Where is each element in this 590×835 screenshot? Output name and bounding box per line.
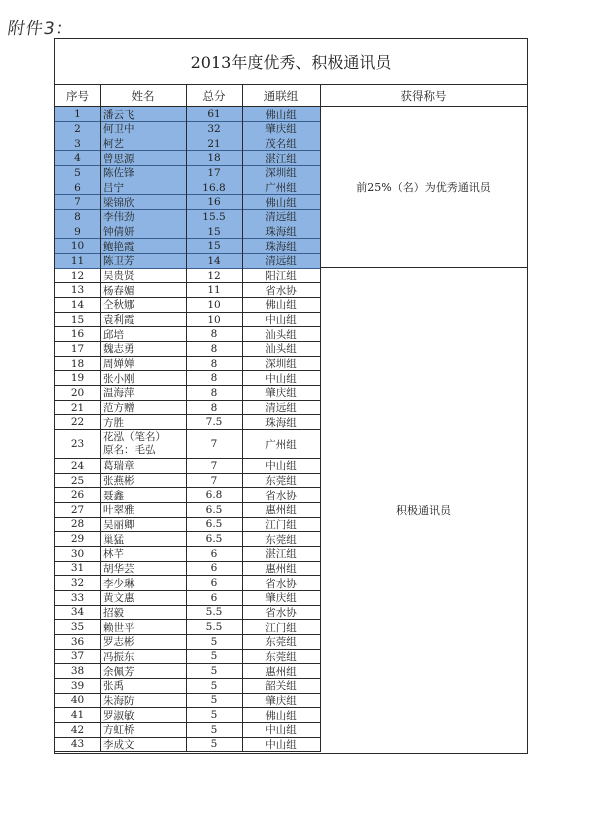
name-line: 原名：毛弘 xyxy=(103,444,156,457)
cell-score: 10 xyxy=(207,298,221,311)
cell-group: 深圳组 xyxy=(265,358,297,371)
cell-no: 41 xyxy=(70,709,85,722)
cell-score: 16 xyxy=(186,195,242,210)
cell-name: 李成文 xyxy=(103,738,135,751)
header-no: 序号 xyxy=(55,85,100,107)
cell-group: 肇庆组 xyxy=(242,122,320,137)
cell-name: 柯艺 xyxy=(100,136,186,151)
cell-group: 中山组 xyxy=(265,314,297,327)
cell-group: 清远组 xyxy=(242,210,320,225)
cell-score: 6 xyxy=(210,591,218,604)
header-honor: 获得称号 xyxy=(320,85,527,107)
cell-no: 39 xyxy=(70,679,85,692)
cell-name: 罗淑敏 xyxy=(103,709,135,722)
cell-no: 4 xyxy=(55,151,100,166)
cell-group: 江门组 xyxy=(265,621,297,634)
cell-name: 温海萍 xyxy=(103,387,135,400)
cell-score: 8 xyxy=(210,357,218,370)
cell-name: 赖世平 xyxy=(103,621,135,634)
cell-name: 曾思源 xyxy=(100,151,186,166)
cell-group: 省水协 xyxy=(265,284,297,297)
cell-no: 22 xyxy=(70,416,85,429)
cell-group: 省水协 xyxy=(265,606,297,619)
cell-group: 肇庆组 xyxy=(265,694,297,707)
cell-name: 何卫中 xyxy=(100,122,186,137)
cell-score: 5 xyxy=(210,679,218,692)
cell-score: 7.5 xyxy=(205,416,223,429)
cell-group: 清远组 xyxy=(242,254,320,269)
cell-name: 胡华芸 xyxy=(103,562,135,575)
cell-no: 8 xyxy=(55,210,100,225)
cell-group: 汕头组 xyxy=(265,343,297,356)
cell-no: 27 xyxy=(70,503,85,516)
cell-name: 魏志勇 xyxy=(103,343,135,356)
cell-name: 李伟劲 xyxy=(100,210,186,225)
cell-group: 广州组 xyxy=(242,180,320,195)
cell-group: 东莞组 xyxy=(265,475,297,487)
cell-group: 珠海组 xyxy=(265,416,297,429)
table-title: 2013年度优秀、积极通讯员 xyxy=(55,39,527,85)
cell-score: 5.5 xyxy=(205,606,223,619)
cell-no: 28 xyxy=(70,518,85,531)
cell-score: 5 xyxy=(210,635,218,648)
cell-score: 7 xyxy=(210,459,218,472)
cell-name: 杨春媚 xyxy=(103,284,135,297)
cell-no: 17 xyxy=(70,342,85,355)
cell-name: 罗志彬 xyxy=(103,636,135,649)
cell-no: 10 xyxy=(55,239,100,254)
cell-score: 6 xyxy=(210,562,218,575)
cell-score: 7 xyxy=(210,438,218,451)
cell-group: 湛江组 xyxy=(242,151,320,166)
cell-name: 陈佐锋 xyxy=(100,166,186,181)
cell-score: 5 xyxy=(210,723,218,736)
cell-group: 惠州组 xyxy=(265,562,297,575)
cell-no: 11 xyxy=(55,254,100,269)
cell-name: 吴贵贤 xyxy=(103,270,135,283)
cell-group: 惠州组 xyxy=(265,504,297,517)
cell-group: 中山组 xyxy=(265,738,297,751)
cell-name: 黄文惠 xyxy=(103,592,135,605)
annex-label: 附件3： xyxy=(6,19,75,39)
cell-no: 7 xyxy=(55,195,100,210)
cell-group: 中山组 xyxy=(265,372,297,385)
cell-group: 肇庆组 xyxy=(265,387,297,400)
cell-no: 25 xyxy=(70,474,85,487)
cell-score: 15 xyxy=(186,224,242,239)
cell-group: 佛山组 xyxy=(242,107,320,122)
cell-score: 12 xyxy=(207,269,221,282)
cell-score: 16.8 xyxy=(186,180,242,195)
cell-no: 19 xyxy=(70,372,85,385)
cell-score: 6 xyxy=(210,547,218,560)
cell-name: 余佩芳 xyxy=(103,665,135,678)
cell-no: 38 xyxy=(70,665,85,678)
cell-no: 6 xyxy=(55,180,100,195)
cell-score: 6 xyxy=(210,577,218,590)
cell-name: 梁锦欣 xyxy=(100,195,186,210)
header-name: 姓名 xyxy=(100,85,186,107)
cell-group: 深圳组 xyxy=(242,166,320,181)
cell-score: 5 xyxy=(210,650,218,663)
cell-score: 8 xyxy=(210,386,218,399)
honor-table xyxy=(54,38,528,754)
cell-group: 惠州组 xyxy=(265,665,297,678)
cell-name: 巢猛 xyxy=(103,533,124,546)
cell-score: 8 xyxy=(210,401,218,414)
honor-active: 积极通讯员 xyxy=(396,503,451,517)
cell-no: 24 xyxy=(70,459,85,472)
cell-group: 省水协 xyxy=(265,489,297,502)
cell-name: 张小刚 xyxy=(103,372,135,385)
column-divider xyxy=(320,85,321,752)
cell-group: 汕头组 xyxy=(265,328,297,341)
cell-group: 中山组 xyxy=(265,724,297,737)
cell-group: 肇庆组 xyxy=(265,592,297,605)
cell-score: 8 xyxy=(210,328,218,341)
cell-name: 冯振东 xyxy=(103,650,135,663)
cell-no: 31 xyxy=(70,562,85,575)
cell-name: 袁利霞 xyxy=(103,314,135,327)
cell-name: 鲍艳霞 xyxy=(100,239,186,254)
cell-score: 5 xyxy=(210,709,218,722)
cell-no: 14 xyxy=(70,298,85,311)
cell-name: 仝秋娜 xyxy=(103,299,135,312)
cell-name: 周婵婵 xyxy=(103,358,135,371)
cell-group: 茂名组 xyxy=(242,136,320,151)
cell-group: 韶关组 xyxy=(265,680,297,693)
cell-score: 6.5 xyxy=(205,503,223,516)
cell-name: 方胜 xyxy=(103,416,124,429)
cell-score: 21 xyxy=(186,136,242,151)
cell-name xyxy=(100,430,186,459)
cell-group: 佛山组 xyxy=(265,709,297,722)
cell-score: 6.8 xyxy=(205,489,223,502)
cell-name: 朱海防 xyxy=(103,694,135,707)
cell-score: 17 xyxy=(186,166,242,181)
cell-name: 张燕彬 xyxy=(103,475,135,487)
cell-name: 李少琳 xyxy=(103,577,135,590)
cell-score: 5.5 xyxy=(205,621,223,634)
header-score: 总分 xyxy=(186,85,242,107)
cell-score: 11 xyxy=(207,284,221,297)
cell-score: 6.5 xyxy=(205,518,223,531)
cell-no: 16 xyxy=(70,328,85,341)
cell-name: 吕宁 xyxy=(100,180,186,195)
cell-no: 40 xyxy=(70,694,85,707)
cell-group: 阳江组 xyxy=(265,270,297,283)
cell-score: 14 xyxy=(186,254,242,269)
cell-no: 18 xyxy=(70,357,85,370)
cell-no: 1 xyxy=(55,107,100,122)
cell-no: 34 xyxy=(70,606,85,619)
cell-group: 珠海组 xyxy=(242,224,320,239)
cell-score: 8 xyxy=(210,342,218,355)
cell-score: 15.5 xyxy=(186,210,242,225)
cell-name: 吴丽卿 xyxy=(103,518,135,531)
cell-name: 潘云飞 xyxy=(100,107,186,122)
cell-no: 15 xyxy=(70,313,85,326)
cell-no: 30 xyxy=(70,547,85,560)
cell-no: 33 xyxy=(70,591,85,604)
cell-score: 5 xyxy=(210,694,218,707)
column-divider xyxy=(100,85,101,752)
cell-score: 15 xyxy=(186,239,242,254)
cell-name: 陈卫芳 xyxy=(100,254,186,269)
cell-no: 32 xyxy=(70,577,85,590)
cell-name: 张禹 xyxy=(103,680,124,693)
cell-group: 省水协 xyxy=(265,577,297,590)
cell-group: 清远组 xyxy=(265,402,297,415)
cell-group: 湛江组 xyxy=(265,548,297,561)
cell-name: 招毅 xyxy=(103,606,124,619)
column-divider xyxy=(186,85,187,752)
cell-group: 江门组 xyxy=(265,518,297,531)
cell-group: 佛山组 xyxy=(265,299,297,312)
cell-no: 21 xyxy=(70,401,85,414)
header-group: 通联组 xyxy=(242,85,320,107)
cell-no: 37 xyxy=(70,650,85,663)
cell-score: 5 xyxy=(210,738,218,751)
cell-name: 方虹桥 xyxy=(103,724,135,737)
cell-score: 5 xyxy=(210,665,218,678)
cell-no: 3 xyxy=(55,136,100,151)
cell-score: 32 xyxy=(186,122,242,137)
cell-name: 钟倩妍 xyxy=(100,224,186,239)
cell-group: 广州组 xyxy=(265,438,297,451)
cell-no: 20 xyxy=(70,386,85,399)
cell-score: 8 xyxy=(210,372,218,385)
cell-name: 聂鑫 xyxy=(103,489,124,502)
cell-no: 36 xyxy=(70,635,85,648)
cell-score: 10 xyxy=(207,313,221,326)
cell-score: 7 xyxy=(210,474,218,487)
cell-score: 61 xyxy=(186,107,242,122)
cell-group: 中山组 xyxy=(265,460,297,473)
cell-no: 29 xyxy=(70,533,85,546)
cell-no: 13 xyxy=(70,284,85,297)
cell-name: 林芊 xyxy=(103,548,124,561)
cell-name: 葛瑞章 xyxy=(103,460,135,473)
column-divider xyxy=(242,85,243,752)
cell-group: 东莞组 xyxy=(265,650,297,663)
cell-name: 叶翠雅 xyxy=(103,504,135,517)
cell-no: 35 xyxy=(70,621,85,634)
cell-no: 9 xyxy=(55,224,100,239)
row-divider xyxy=(55,751,320,752)
name-line: 花泓（笔名） xyxy=(103,431,166,444)
cell-group: 东莞组 xyxy=(265,636,297,649)
cell-no: 42 xyxy=(70,723,85,736)
cell-group: 佛山组 xyxy=(242,195,320,210)
honor-excellent: 前25%（名）为优秀通讯员 xyxy=(320,107,527,268)
cell-score: 6.5 xyxy=(205,533,223,546)
cell-name: 范方赠 xyxy=(103,402,135,415)
cell-no: 26 xyxy=(70,489,85,502)
cell-score: 18 xyxy=(186,151,242,166)
cell-no: 43 xyxy=(70,738,85,751)
cell-no: 2 xyxy=(55,122,100,137)
cell-group: 东莞组 xyxy=(265,533,297,546)
cell-group: 珠海组 xyxy=(242,239,320,254)
cell-no: 23 xyxy=(70,438,85,451)
cell-no: 12 xyxy=(70,269,85,282)
cell-no: 5 xyxy=(55,166,100,181)
cell-name: 邱培 xyxy=(103,328,124,341)
